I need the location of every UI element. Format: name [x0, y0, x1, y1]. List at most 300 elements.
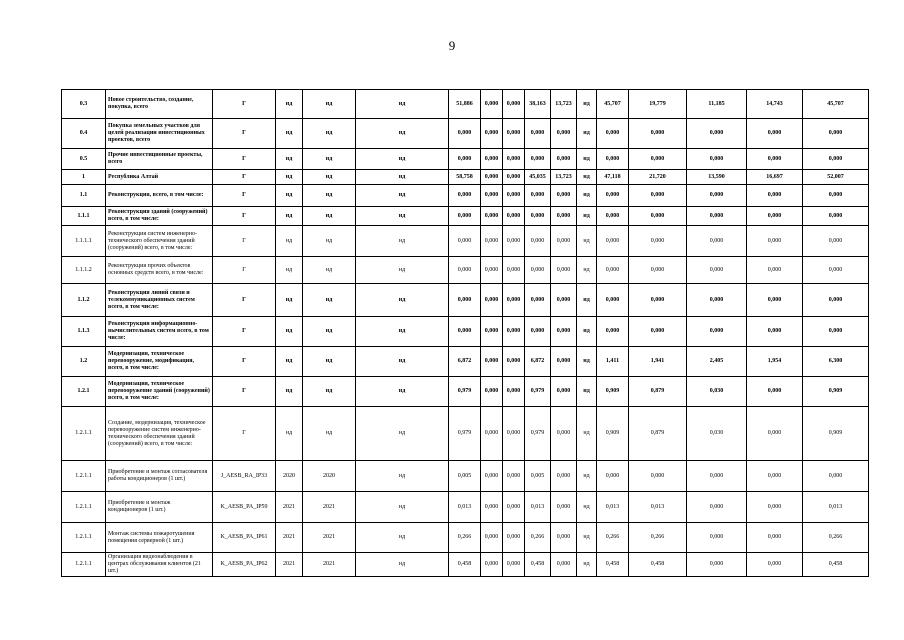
cell-val-a: 0,000 [481, 553, 503, 577]
cell-project-id: Г [213, 407, 276, 461]
cell-project-id: Г [213, 347, 276, 377]
cell-val-b: 0,000 [503, 461, 525, 492]
cell-val-total: 0,458 [449, 553, 481, 577]
cell-val-f: 0,000 [629, 317, 687, 347]
cell-val-h: 0,000 [747, 119, 803, 149]
cell-year-start: 2021 [276, 523, 303, 553]
cell-val-b: 0,000 [503, 284, 525, 317]
cell-val-e: 0,000 [597, 226, 629, 257]
cell-year-start: нд [276, 185, 303, 207]
cell-val-d: 0,000 [551, 149, 577, 170]
cell-val-d: 0,000 [551, 284, 577, 317]
cell-col-6: нд [356, 553, 449, 577]
cell-val-e: 0,266 [597, 523, 629, 553]
table-row [62, 170, 869, 185]
cell-val-h: 0,000 [747, 492, 803, 523]
cell-year-start: нд [276, 377, 303, 407]
cell-val-e: 0,000 [597, 257, 629, 284]
cell-col-12: нд [577, 407, 597, 461]
cell-row-code: 0.5 [62, 149, 106, 170]
cell-val-i: 0,000 [803, 284, 869, 317]
cell-val-i: 45,707 [803, 90, 869, 119]
cell-year-end: нд [303, 347, 356, 377]
table-row [62, 119, 869, 149]
cell-val-a: 0,000 [481, 407, 503, 461]
cell-val-f: 0,879 [629, 407, 687, 461]
cell-year-end: нд [303, 257, 356, 284]
cell-row-code: 0.4 [62, 119, 106, 149]
cell-val-d: 0,000 [551, 407, 577, 461]
cell-row-code: 1.2.1.1 [62, 492, 106, 523]
cell-year-start: нд [276, 119, 303, 149]
cell-val-e: 0,000 [597, 119, 629, 149]
cell-val-total: 0,000 [449, 226, 481, 257]
cell-row-code: 0.3 [62, 90, 106, 119]
cell-val-total: 0,000 [449, 317, 481, 347]
cell-val-i: 0,909 [803, 407, 869, 461]
cell-val-f: 0,879 [629, 377, 687, 407]
cell-val-f: 0,000 [629, 284, 687, 317]
cell-year-end: нд [303, 90, 356, 119]
cell-val-a: 0,000 [481, 523, 503, 553]
cell-val-d: 13,723 [551, 170, 577, 185]
cell-year-end: 2021 [303, 492, 356, 523]
cell-row-code: 1.2.1.1 [62, 553, 106, 577]
cell-val-h: 0,000 [747, 226, 803, 257]
cell-project-id: Г [213, 185, 276, 207]
cell-val-c: 0,266 [525, 523, 551, 553]
cell-val-i: 0,909 [803, 377, 869, 407]
cell-row-name: Новое строительство, создание, покупка, всего [106, 90, 213, 119]
page-number: 9 [448, 38, 456, 53]
cell-year-start: нд [276, 257, 303, 284]
cell-val-i: 0,000 [803, 119, 869, 149]
cell-col-6: нд [356, 170, 449, 185]
cell-val-g: 0,000 [687, 149, 747, 170]
cell-val-h: 0,000 [747, 149, 803, 170]
cell-year-start: нд [276, 284, 303, 317]
cell-val-g: 13,590 [687, 170, 747, 185]
cell-row-name: Монтаж системы пожаротушения помещения серверной (1 шт.) [106, 523, 213, 553]
cell-row-code: 1.1.3 [62, 317, 106, 347]
cell-val-b: 0,000 [503, 317, 525, 347]
cell-val-c: 45,035 [525, 170, 551, 185]
cell-row-name: Модернизация, техническое перевооружение зданий (сооружений) всего, в том числе: [106, 377, 213, 407]
cell-row-name: Реконструкция линий связи и телекоммуникационных систем всего, в том числе: [106, 284, 213, 317]
cell-year-start: нд [276, 90, 303, 119]
cell-val-e: 0,909 [597, 407, 629, 461]
cell-val-g: 0,000 [687, 553, 747, 577]
cell-val-a: 0,000 [481, 317, 503, 347]
cell-val-g: 0,000 [687, 226, 747, 257]
cell-val-h: 0,000 [747, 207, 803, 226]
cell-val-g: 0,000 [687, 185, 747, 207]
cell-year-start: нд [276, 170, 303, 185]
cell-val-b: 0,000 [503, 553, 525, 577]
cell-val-c: 0,000 [525, 149, 551, 170]
cell-val-h: 0,000 [747, 257, 803, 284]
cell-col-6: нд [356, 90, 449, 119]
cell-val-f: 0,458 [629, 553, 687, 577]
cell-val-e: 1,411 [597, 347, 629, 377]
cell-val-c: 0,005 [525, 461, 551, 492]
table-row [62, 257, 869, 284]
cell-val-b: 0,000 [503, 185, 525, 207]
cell-val-g: 11,185 [687, 90, 747, 119]
cell-val-a: 0,000 [481, 226, 503, 257]
cell-val-i: 0,000 [803, 257, 869, 284]
cell-val-i: 0,000 [803, 149, 869, 170]
table-row [62, 284, 869, 317]
cell-year-start: нд [276, 347, 303, 377]
cell-year-end: 2021 [303, 553, 356, 577]
cell-year-end: нд [303, 284, 356, 317]
cell-col-6: нд [356, 226, 449, 257]
cell-val-e: 0,000 [597, 185, 629, 207]
cell-val-h: 0,000 [747, 185, 803, 207]
cell-val-a: 0,000 [481, 347, 503, 377]
cell-val-d: 0,000 [551, 461, 577, 492]
table-row [62, 407, 869, 461]
cell-row-code: 1.1.1 [62, 207, 106, 226]
cell-val-h: 0,000 [747, 284, 803, 317]
cell-val-b: 0,000 [503, 407, 525, 461]
cell-val-total: 0,000 [449, 207, 481, 226]
cell-val-total: 0,979 [449, 407, 481, 461]
cell-row-code: 1.2.1.1 [62, 461, 106, 492]
cell-val-i: 52,007 [803, 170, 869, 185]
cell-year-start: 2021 [276, 492, 303, 523]
cell-row-code: 1.1.1.2 [62, 257, 106, 284]
cell-val-b: 0,000 [503, 170, 525, 185]
cell-val-d: 0,000 [551, 257, 577, 284]
cell-col-12: нд [577, 317, 597, 347]
cell-val-c: 38,163 [525, 90, 551, 119]
cell-val-g: 0,000 [687, 461, 747, 492]
cell-year-end: нд [303, 377, 356, 407]
cell-val-f: 0,000 [629, 226, 687, 257]
table-row [62, 185, 869, 207]
cell-col-12: нд [577, 284, 597, 317]
cell-year-start: нд [276, 207, 303, 226]
cell-val-d: 0,000 [551, 492, 577, 523]
cell-year-end: нд [303, 226, 356, 257]
table-row [62, 207, 869, 226]
cell-val-c: 0,000 [525, 119, 551, 149]
cell-col-12: нд [577, 347, 597, 377]
cell-val-total: 58,758 [449, 170, 481, 185]
cell-project-id: Г [213, 90, 276, 119]
cell-project-id: K_AESB_PA_IP61 [213, 523, 276, 553]
cell-val-d: 0,000 [551, 317, 577, 347]
cell-val-c: 0,013 [525, 492, 551, 523]
cell-val-total: 0,000 [449, 149, 481, 170]
cell-val-b: 0,000 [503, 90, 525, 119]
cell-val-f: 0,000 [629, 207, 687, 226]
cell-val-i: 6,300 [803, 347, 869, 377]
table-row [62, 461, 869, 492]
cell-val-c: 0,000 [525, 317, 551, 347]
cell-col-6: нд [356, 407, 449, 461]
cell-val-e: 0,013 [597, 492, 629, 523]
cell-val-b: 0,000 [503, 257, 525, 284]
cell-project-id: Г [213, 257, 276, 284]
table-row [62, 226, 869, 257]
cell-val-i: 0,458 [803, 553, 869, 577]
cell-val-a: 0,000 [481, 257, 503, 284]
cell-val-a: 0,000 [481, 90, 503, 119]
cell-val-d: 0,000 [551, 553, 577, 577]
cell-val-b: 0,000 [503, 226, 525, 257]
cell-row-name: Реконструкция прочих объектов основных средств всего, в том числе: [106, 257, 213, 284]
cell-val-total: 6,872 [449, 347, 481, 377]
cell-val-e: 0,000 [597, 317, 629, 347]
cell-year-end: нд [303, 185, 356, 207]
cell-year-end: нд [303, 407, 356, 461]
cell-col-12: нд [577, 90, 597, 119]
cell-val-d: 0,000 [551, 226, 577, 257]
cell-val-a: 0,000 [481, 149, 503, 170]
cell-val-f: 0,000 [629, 461, 687, 492]
cell-val-f: 0,013 [629, 492, 687, 523]
cell-project-id: Г [213, 226, 276, 257]
cell-val-c: 0,000 [525, 226, 551, 257]
cell-project-id: Г [213, 170, 276, 185]
cell-val-c: 0,000 [525, 257, 551, 284]
cell-row-name: Прочие инвестиционные проекты, всего [106, 149, 213, 170]
cell-val-g: 0,000 [687, 523, 747, 553]
cell-val-g: 0,000 [687, 119, 747, 149]
cell-val-a: 0,000 [481, 377, 503, 407]
cell-year-end: 2021 [303, 523, 356, 553]
cell-val-i: 0,000 [803, 317, 869, 347]
cell-val-i: 0,000 [803, 185, 869, 207]
cell-project-id: K_AESB_PA_IP59 [213, 492, 276, 523]
cell-val-i: 0,000 [803, 226, 869, 257]
cell-col-6: нд [356, 492, 449, 523]
cell-row-code: 1.1.1.1 [62, 226, 106, 257]
cell-col-12: нд [577, 523, 597, 553]
cell-val-total: 0,000 [449, 119, 481, 149]
cell-val-b: 0,000 [503, 492, 525, 523]
cell-val-h: 1,954 [747, 347, 803, 377]
cell-year-start: нд [276, 149, 303, 170]
cell-row-name: Реконструкция информационно-вычислительных систем всего, в том числе: [106, 317, 213, 347]
cell-val-total: 51,886 [449, 90, 481, 119]
cell-val-f: 0,000 [629, 257, 687, 284]
cell-val-i: 0,266 [803, 523, 869, 553]
cell-col-12: нд [577, 461, 597, 492]
cell-val-g: 0,000 [687, 492, 747, 523]
cell-val-f: 19,779 [629, 90, 687, 119]
cell-val-h: 0,000 [747, 523, 803, 553]
cell-val-b: 0,000 [503, 119, 525, 149]
cell-col-12: нд [577, 119, 597, 149]
cell-col-6: нд [356, 523, 449, 553]
cell-col-12: нд [577, 226, 597, 257]
cell-val-e: 47,118 [597, 170, 629, 185]
cell-val-f: 0,000 [629, 119, 687, 149]
table-row [62, 523, 869, 553]
cell-val-g: 0,000 [687, 317, 747, 347]
cell-val-a: 0,000 [481, 119, 503, 149]
cell-val-h: 0,000 [747, 553, 803, 577]
cell-val-c: 0,000 [525, 284, 551, 317]
cell-val-a: 0,000 [481, 284, 503, 317]
cell-project-id: Г [213, 284, 276, 317]
cell-project-id: Г [213, 207, 276, 226]
cell-val-f: 0,000 [629, 149, 687, 170]
cell-val-h: 0,000 [747, 377, 803, 407]
cell-col-6: нд [356, 207, 449, 226]
cell-val-h: 0,000 [747, 407, 803, 461]
cell-val-a: 0,000 [481, 170, 503, 185]
cell-year-end: 2020 [303, 461, 356, 492]
cell-row-name: Реконструкция зданий (сооружений) всего, в том числе: [106, 207, 213, 226]
cell-project-id: Г [213, 149, 276, 170]
cell-val-d: 0,000 [551, 119, 577, 149]
cell-val-g: 2,405 [687, 347, 747, 377]
cell-val-a: 0,000 [481, 185, 503, 207]
cell-row-name: Приобретение и монтаж кондиционеров (1 шт.) [106, 492, 213, 523]
cell-col-12: нд [577, 170, 597, 185]
cell-col-6: нд [356, 317, 449, 347]
table-row [62, 347, 869, 377]
cell-val-d: 0,000 [551, 347, 577, 377]
cell-val-c: 0,000 [525, 207, 551, 226]
cell-val-d: 0,000 [551, 377, 577, 407]
cell-val-a: 0,000 [481, 207, 503, 226]
cell-val-c: 0,458 [525, 553, 551, 577]
cell-val-f: 0,000 [629, 185, 687, 207]
cell-col-6: нд [356, 185, 449, 207]
cell-col-6: нд [356, 257, 449, 284]
cell-year-start: нд [276, 317, 303, 347]
cell-val-e: 0,458 [597, 553, 629, 577]
cell-val-f: 21,720 [629, 170, 687, 185]
cell-val-e: 0,000 [597, 284, 629, 317]
cell-val-total: 0,005 [449, 461, 481, 492]
cell-col-12: нд [577, 492, 597, 523]
cell-val-a: 0,000 [481, 492, 503, 523]
investment-table [61, 89, 869, 577]
cell-val-b: 0,000 [503, 207, 525, 226]
cell-row-name: Организация видеонаблюдения в центрах обслуживания клиентов (21 шт.) [106, 553, 213, 577]
table-row [62, 90, 869, 119]
cell-year-start: нд [276, 407, 303, 461]
cell-row-name: Республика Алтай [106, 170, 213, 185]
cell-year-end: нд [303, 119, 356, 149]
cell-val-i: 0,013 [803, 492, 869, 523]
cell-val-b: 0,000 [503, 377, 525, 407]
cell-val-total: 0,979 [449, 377, 481, 407]
cell-project-id: Г [213, 317, 276, 347]
cell-val-g: 0,000 [687, 207, 747, 226]
cell-val-h: 14,743 [747, 90, 803, 119]
cell-val-i: 0,000 [803, 461, 869, 492]
cell-val-d: 0,000 [551, 523, 577, 553]
cell-val-h: 16,697 [747, 170, 803, 185]
cell-val-total: 0,000 [449, 185, 481, 207]
cell-val-c: 0,979 [525, 407, 551, 461]
cell-col-6: нд [356, 347, 449, 377]
cell-val-total: 0,266 [449, 523, 481, 553]
cell-val-f: 1,941 [629, 347, 687, 377]
table-row [62, 377, 869, 407]
cell-row-name: Реконструкция, всего, в том числе: [106, 185, 213, 207]
cell-col-12: нд [577, 377, 597, 407]
cell-row-code: 1.2.1.1 [62, 407, 106, 461]
cell-col-12: нд [577, 207, 597, 226]
cell-project-id: Г [213, 377, 276, 407]
cell-val-a: 0,000 [481, 461, 503, 492]
cell-col-6: нд [356, 149, 449, 170]
table-row [62, 317, 869, 347]
cell-val-d: 13,723 [551, 90, 577, 119]
cell-col-6: нд [356, 377, 449, 407]
cell-val-h: 0,000 [747, 461, 803, 492]
cell-row-code: 1 [62, 170, 106, 185]
cell-val-c: 0,000 [525, 185, 551, 207]
cell-val-g: 0,000 [687, 284, 747, 317]
cell-year-end: нд [303, 149, 356, 170]
cell-year-start: 2021 [276, 553, 303, 577]
cell-year-end: нд [303, 207, 356, 226]
cell-val-c: 0,979 [525, 377, 551, 407]
cell-val-g: 0,030 [687, 407, 747, 461]
cell-col-12: нд [577, 553, 597, 577]
cell-row-code: 1.1.2 [62, 284, 106, 317]
cell-val-e: 0,000 [597, 207, 629, 226]
cell-val-b: 0,000 [503, 523, 525, 553]
cell-col-6: нд [356, 284, 449, 317]
cell-row-code: 1.1 [62, 185, 106, 207]
cell-val-d: 0,000 [551, 207, 577, 226]
cell-col-12: нд [577, 185, 597, 207]
cell-row-name: Приобретение и монтаж согласователя работы кондиционеров (1 шт.) [106, 461, 213, 492]
cell-val-c: 6,872 [525, 347, 551, 377]
cell-row-name: Покупка земельных участков для целей реализации инвестиционных проектов, всего [106, 119, 213, 149]
cell-val-b: 0,000 [503, 347, 525, 377]
cell-val-f: 0,266 [629, 523, 687, 553]
cell-year-end: нд [303, 317, 356, 347]
cell-val-d: 0,000 [551, 185, 577, 207]
cell-col-12: нд [577, 257, 597, 284]
cell-val-b: 0,000 [503, 149, 525, 170]
cell-val-total: 0,000 [449, 257, 481, 284]
cell-project-id: K_AESB_PA_IP62 [213, 553, 276, 577]
cell-row-name: Создание, модернизация, техническое перевооружение систем инженерно-технического обеспечения зданий (сооружений) всего, в том числе: [106, 407, 213, 461]
cell-val-e: 45,707 [597, 90, 629, 119]
cell-row-name: Реконструкция систем инженерно-технического обеспечения зданий (сооружений) всего, в том числе: [106, 226, 213, 257]
cell-row-name: Модернизация, техническое перевооружение, модификация, всего, в том числе: [106, 347, 213, 377]
cell-val-h: 0,000 [747, 317, 803, 347]
cell-project-id: Г [213, 119, 276, 149]
cell-row-code: 1.2.1.1 [62, 523, 106, 553]
cell-project-id: J_AESB_RA_IP33 [213, 461, 276, 492]
cell-val-e: 0,000 [597, 149, 629, 170]
cell-val-g: 0,030 [687, 377, 747, 407]
cell-col-6: нд [356, 461, 449, 492]
cell-year-start: 2020 [276, 461, 303, 492]
cell-col-12: нд [577, 149, 597, 170]
cell-row-code: 1.2 [62, 347, 106, 377]
table-row [62, 553, 869, 577]
cell-year-start: нд [276, 226, 303, 257]
cell-val-total: 0,000 [449, 284, 481, 317]
cell-col-6: нд [356, 119, 449, 149]
table-row [62, 492, 869, 523]
